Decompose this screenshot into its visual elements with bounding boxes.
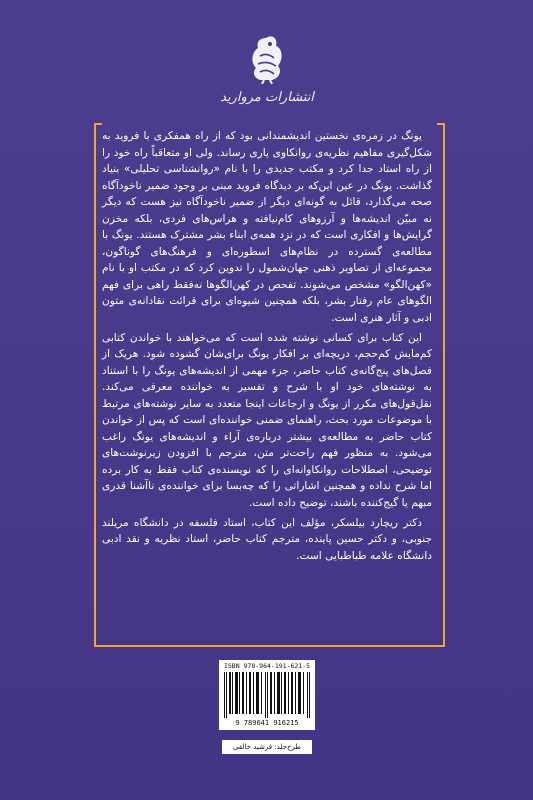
blurb-paragraph: یونگ در زمره‌ی نخستین اندیشمندانی بود که از راه همفکری با فروید به شکل‌گیری مفاهیم نظریه‌ی روانکاوی یاری رساند. ولی او متعاقباً راه خود را از راه استاد جدا کرد و مکتب جدیدی را با نام «روانشناسی تحلیلی» بنیاد گذاشت. یونگ در عین این‌که بر دیدگاه فروید مبنی بر وجود ضمیر ناخودآگاه صحه می‌گذارد، قائل به گونه‌ای دیگر از ضمیر ناخودآگاه نیز هست که دیگر نه مبیّن اندیشه‌ها و آرزوهای کام‌نیافته و هراس‌های فردی، بلکه مخزن گرایش‌ها و افکاری است که در نزد همه‌ی ابناء بشر مشترک هستند. یونگ با مطالعه‌ی گسترده در نظام‌های اسطوره‌ای و فرهنگ‌های گوناگون، مجموعه‌ای از تصاویر ذهنی جهان‌شمول را تدوین کرد که در مکتب او با نام «کهن‌الگو» مشخص می‌شوند. تفحص در کهن‌الگوها نه‌فقط راهی برای فهم الگوهای عام رفتار بشر، بلکه همچنین شیوه‌ای برای قرائت نقادانه‌ی متون ادبی و آثار هنری است. — [102, 130, 432, 325]
isbn-label: ISBN 978-964-191-621-5 — [223, 662, 311, 670]
peacock-logo-icon — [246, 32, 288, 84]
blurb-paragraph: این کتاب برای کسانی نوشته شده است که می‌خواهند با خواندن کتابی کم‌مایش کم‌حجم، دریچه‌ای بر افکار یونگ برای‌شان گشوده شود. هریک از فصل‌های پنج‌گانه‌ی کتاب حاضر، جزء مهمی از اندیشه‌های یونگ را با استناد به نوشته‌های خود او با شرح و تفسیر به خواننده معرفی می‌کند. نقل‌قول‌های مکرر از یونگ و ارجاعات اینجا متعدد به سایر نوشته‌های مرتبط با موضوعات مورد بحث، راهنمای ضمنی خواننده‌ای است که پس از خواندن کتاب حاضر به مطالعه‌ی بیشتر درباره‌ی آراء و اندیشه‌های یونگ راغب می‌شود. به منظور فهم راحت‌تر متن، مترجم با افزودن زیرنوشت‌های توضیحی، اصطلاحات روانکاوانه‌ای را که نویسنده‌ی کتاب فقط به کار برده اما شرح نداده و همچنین اشاراتی را که چه‌بسا برای خواننده‌ی ناآشنا قدری مبهم یا گیج‌کننده باشند، توضیح داده است. — [102, 331, 432, 510]
blurb-text — [102, 128, 432, 567]
blurb-paragraph: دکتر ریچارد بیلسکر، مؤلف این کتاب، استاد فلسفه در دانشگاه مریلند جنوبی، و دکتر حسین پاینده، مترجم کتاب حاضر، استاد نظریه و نقد ادبی دانشگاه علامه طباطبایی است. — [102, 516, 432, 562]
isbn-barcode-box — [219, 660, 315, 730]
cover-designer-credit: طرح‌جلد: فرشید خالقی — [222, 740, 312, 754]
barcode-icon — [223, 672, 311, 718]
barcode-number: 9 789641 916215 — [235, 719, 299, 727]
publisher-name: انتشارات مروارید — [220, 90, 314, 105]
